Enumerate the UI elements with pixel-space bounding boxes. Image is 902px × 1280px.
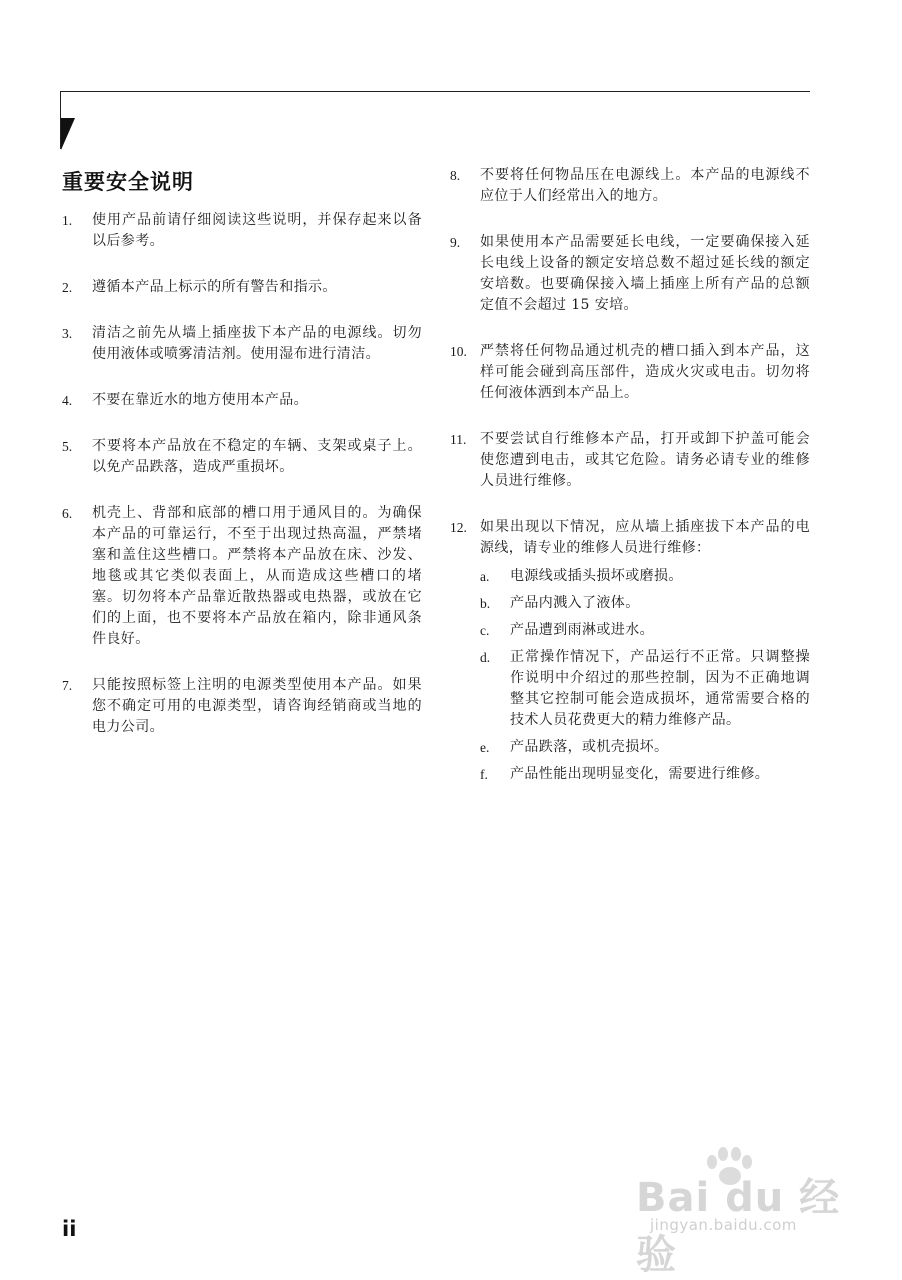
sub-item (480, 620, 810, 641)
item-number: 1. (62, 213, 73, 228)
item-text: 使用产品前请仔细阅读这些说明，并保存起来以备以后参考。 (92, 212, 422, 249)
list-item (62, 277, 422, 298)
sub-item-letter: c. (480, 623, 490, 638)
right-column (450, 165, 810, 791)
list-item (62, 436, 422, 478)
sub-item-letter: a. (480, 569, 490, 584)
item-text: 清洁之前先从墙上插座拔下本产品的电源线。切勿使用液体或喷雾清洁剂。使用湿布进行清洁。 (92, 325, 422, 362)
item-number: 12. (450, 520, 467, 535)
sub-item-letter: f. (480, 767, 488, 782)
item-text: 不要将任何物品压在电源线上。本产品的电源线不应位于人们经常出入的地方。 (480, 167, 810, 204)
item-text: 只能按照标签上注明的电源类型使用本产品。如果您不确定可用的电源类型，请咨询经销商或当地的电力公司。 (92, 677, 422, 735)
header-rule-top (60, 91, 810, 92)
sub-item-text: 产品性能出现明显变化，需要进行维修。 (510, 766, 770, 782)
item-text: 如果使用本产品需要延长电线，一定要确保接入延长电线上设备的额定安培总数不超过延长线的额定安培数。也要确保接入墙上插座上所有产品的总额定值不会超过 15 安培。 (480, 234, 810, 313)
list-item (450, 232, 810, 316)
corner-triangle-mark (61, 118, 75, 150)
item-number: 7. (62, 678, 73, 693)
list-item (62, 503, 422, 650)
item-number: 5. (62, 439, 73, 454)
sub-item-letter: b. (480, 596, 491, 611)
baidu-watermark (636, 1136, 860, 1278)
sub-item-text: 产品遭到雨淋或进水。 (510, 622, 654, 638)
list-item (62, 390, 422, 411)
item-number: 4. (62, 393, 73, 408)
sub-item-letter: e. (480, 740, 490, 755)
page-title: 重要安全说明 (62, 170, 194, 194)
list-item (62, 323, 422, 365)
list-item (62, 675, 422, 738)
sub-item-text: 正常操作情况下，产品运行不正常。只调整操作说明中介绍过的那些控制，因为不正确地调整其它控制可能会造成损坏，通常需要合格的技术人员花费更大的精力维修产品。 (510, 649, 810, 728)
watermark-url: jingyan.baidu.com (650, 1216, 797, 1234)
list-item (450, 165, 810, 207)
sub-item-text: 电源线或插头损坏或磨损。 (510, 568, 683, 584)
list-item (450, 429, 810, 492)
item-text: 不要在靠近水的地方使用本产品。 (92, 392, 308, 408)
item-text: 不要将本产品放在不稳定的车辆、支架或桌子上。以免产品跌落，造成严重损坏。 (92, 438, 422, 475)
sub-item-letter: d. (480, 650, 491, 665)
sub-item (480, 764, 810, 785)
item-number: 9. (450, 235, 461, 250)
sub-item (480, 566, 810, 587)
page-number: ii (62, 1217, 77, 1241)
list-item (62, 210, 422, 252)
sub-item-text: 产品内溅入了液体。 (510, 595, 640, 611)
item-number: 10. (450, 344, 467, 359)
item-number: 3. (62, 326, 73, 341)
item-number: 6. (62, 506, 73, 521)
sub-item (480, 737, 810, 758)
item-number: 2. (62, 280, 73, 295)
watermark-brand: Bai du 经验 (636, 1175, 841, 1278)
sub-item (480, 593, 810, 614)
item-text: 如果出现以下情况，应从墙上插座拔下本产品的电源线，请专业的维修人员进行维修： (480, 519, 810, 556)
item-text: 严禁将任何物品通过机壳的槽口插入到本产品，这样可能会碰到高压部件，造成火灾或电击。切勿将任何液体洒到本产品上。 (480, 343, 810, 401)
left-column (62, 210, 422, 738)
sub-item (480, 647, 810, 731)
item-number: 8. (450, 168, 461, 183)
list-item (450, 341, 810, 404)
item-text: 遵循本产品上标示的所有警告和指示。 (92, 279, 337, 295)
sub-item-text: 产品跌落，或机壳损坏。 (510, 739, 669, 755)
list-item (450, 517, 810, 785)
item-text: 不要尝试自行维修本产品，打开或卸下护盖可能会使您遭到电击，或其它危险。请务必请专业的维修人员进行维修。 (480, 431, 810, 489)
item-text: 机壳上、背部和底部的槽口用于通风目的。为确保本产品的可靠运行，不至于出现过热高温，严禁堵塞和盖住这些槽口。严禁将本产品放在床、沙发、地毯或其它类似表面上，从而造成这些槽口的堵塞。切勿将本产品靠近散热器或电热器，或放在它们的上面，也不要将本产品放在箱内，除非通风条件良好。 (92, 505, 422, 647)
item-number: 11. (450, 432, 467, 447)
sub-list (480, 566, 810, 785)
